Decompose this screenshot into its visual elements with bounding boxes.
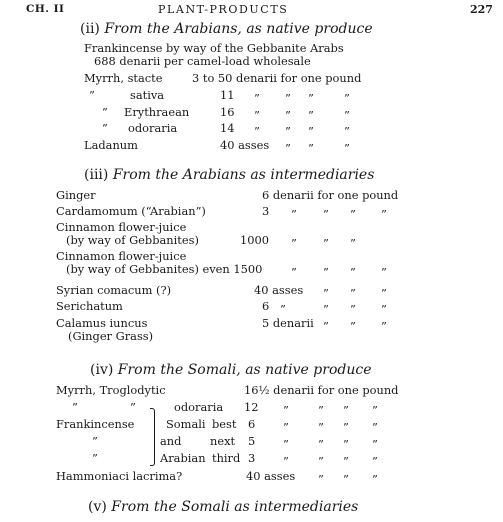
ditto-mark: ” xyxy=(323,302,329,316)
cinnamon-label-2: Cinnamon flower-juice xyxy=(56,249,187,263)
section-heading-iv: (iv) From the Somali, as native produce xyxy=(90,362,372,378)
ditto-mark: ” xyxy=(285,91,291,105)
ditto-mark: ” xyxy=(381,319,387,333)
ditto-mark: ” xyxy=(318,403,324,417)
sativa-label: sativa xyxy=(130,88,165,102)
ditto-mark: ” xyxy=(381,286,387,300)
ditto-mark: ” xyxy=(285,141,291,155)
myrrh-troglodytic-price: 16½ denarii for one pound xyxy=(244,383,399,397)
ditto-mark: ” xyxy=(372,420,378,434)
ditto-mark: ” xyxy=(323,236,329,250)
ditto-mark: ” xyxy=(308,108,314,122)
ditto-mark: ” xyxy=(381,265,387,279)
section-heading-v: (v) From the Somali as intermediaries xyxy=(88,499,359,515)
page-number: 227 xyxy=(470,3,493,16)
hammoniaci-label: Hammoniaci lacrima? xyxy=(56,469,183,483)
ditto-mark: ” xyxy=(283,437,289,451)
third-price: 3 xyxy=(248,451,256,465)
myrrh-stacte-label: Myrrh, stacte xyxy=(84,71,163,85)
calamus-alias: (Ginger Grass) xyxy=(68,329,154,343)
ditto-mark: ” xyxy=(381,207,387,221)
ditto-mark: ” xyxy=(285,108,291,122)
cinnamon-source-2: (by way of Gebbanites) even 1500 xyxy=(66,262,263,276)
ginger-price: 6 denarii for one pound xyxy=(262,188,399,202)
ditto-mark: ” xyxy=(372,472,378,486)
ditto-mark: ” xyxy=(308,141,314,155)
ditto-mark: ” xyxy=(72,400,78,414)
ditto-mark: ” xyxy=(291,236,297,250)
ladanum-price: 40 asses xyxy=(220,138,270,152)
ditto-mark: ” xyxy=(344,91,350,105)
running-title: PLANT-PRODUCTS xyxy=(158,3,289,16)
somali-label: Somali xyxy=(166,417,206,431)
ditto-mark: ” xyxy=(130,400,136,414)
ditto-mark: ” xyxy=(308,124,314,138)
cinnamon-source-1: (by way of Gebbanites) xyxy=(66,233,199,247)
ditto-mark: ” xyxy=(318,420,324,434)
ditto-mark: ” xyxy=(323,207,329,221)
odoraria-price: 14 xyxy=(220,121,235,135)
ditto-mark: ” xyxy=(350,207,356,221)
ditto-mark: ” xyxy=(323,319,329,333)
next-price: 5 xyxy=(248,434,256,448)
ditto-mark: ” xyxy=(350,319,356,333)
hammoniaci-price: 40 asses xyxy=(246,469,296,483)
ditto-mark: ” xyxy=(350,236,356,250)
cinnamon-price-1: 1000 xyxy=(240,233,269,247)
ladanum-label: Ladanum xyxy=(84,138,138,152)
ditto-mark: ” xyxy=(102,105,108,119)
ditto-mark: ” xyxy=(343,403,349,417)
ditto-mark: ” xyxy=(343,420,349,434)
ditto-mark: ” xyxy=(344,108,350,122)
ditto-mark: ” xyxy=(102,121,108,135)
ditto-mark: ” xyxy=(323,286,329,300)
ditto-mark: ” xyxy=(323,265,329,279)
odoraria-2-price: 12 xyxy=(244,400,259,414)
calamus-price: 5 denarii xyxy=(262,316,314,330)
ditto-mark: ” xyxy=(344,141,350,155)
ditto-mark: ” xyxy=(350,286,356,300)
sativa-price: 11 xyxy=(220,88,235,102)
ditto-mark: ” xyxy=(283,420,289,434)
and-label: and xyxy=(160,434,182,448)
frankincense-label: Frankincense xyxy=(56,417,135,431)
syrian-comacum-label: Syrian comacum (?) xyxy=(56,283,172,297)
best-price: 6 xyxy=(248,417,256,431)
ditto-mark: ” xyxy=(381,302,387,316)
ditto-mark: ” xyxy=(350,302,356,316)
frankincense-price: 688 denarii per camel-load wholesale xyxy=(94,54,311,68)
myrrh-troglodytic-label: Myrrh, Troglodytic xyxy=(56,383,166,397)
ditto-mark: ” xyxy=(318,454,324,468)
ditto-mark: ” xyxy=(92,451,98,465)
ditto-mark: ” xyxy=(254,91,260,105)
serichatum-price: 6 xyxy=(262,299,270,313)
ditto-mark: ” xyxy=(254,108,260,122)
chapter-label: CH. II xyxy=(26,3,65,15)
section-heading-ii: (ii) From the Arabians, as native produce xyxy=(80,21,373,37)
odoraria-label: odoraria xyxy=(128,121,178,135)
best-label: best xyxy=(212,417,237,431)
ditto-mark: ” xyxy=(350,265,356,279)
calamus-label: Calamus iuncus xyxy=(56,316,148,330)
myrrh-stacte-price: 3 to 50 denarii for one pound xyxy=(192,71,362,85)
ditto-mark: ” xyxy=(308,91,314,105)
ditto-mark: ” xyxy=(318,437,324,451)
ditto-mark: ” xyxy=(344,124,350,138)
ditto-mark: ” xyxy=(285,124,291,138)
ditto-mark: ” xyxy=(372,454,378,468)
serichatum-label: Serichatum xyxy=(56,299,123,313)
frankincense-brace xyxy=(150,408,155,466)
erythraean-price: 16 xyxy=(220,105,235,119)
ditto-mark: ” xyxy=(291,207,297,221)
ditto-mark: ” xyxy=(283,454,289,468)
ditto-mark: ” xyxy=(343,454,349,468)
cinnamon-label-1: Cinnamon flower-juice xyxy=(56,220,187,234)
section-heading-iii: (iii) From the Arabians as intermediaries xyxy=(84,167,375,183)
ditto-mark: ” xyxy=(92,434,98,448)
ditto-mark: ” xyxy=(343,472,349,486)
cardamomum-label: Cardamomum (“Arabian”) xyxy=(56,204,206,218)
ditto-mark: ” xyxy=(318,472,324,486)
syrian-comacum-price: 40 asses xyxy=(254,283,304,297)
ditto-mark: ” xyxy=(343,437,349,451)
arabian-label: Arabian xyxy=(160,451,206,465)
erythraean-label: Erythraean xyxy=(124,105,190,119)
next-label: next xyxy=(210,434,236,448)
cardamomum-price: 3 xyxy=(262,204,270,218)
ginger-label: Ginger xyxy=(56,188,96,202)
odoraria-2-label: odoraria xyxy=(174,400,224,414)
ditto-mark: ” xyxy=(280,302,286,316)
ditto-mark: ” xyxy=(372,403,378,417)
ditto-mark: ” xyxy=(89,88,95,102)
ditto-mark: ” xyxy=(372,437,378,451)
third-label: third xyxy=(212,451,241,465)
ditto-mark: ” xyxy=(291,265,297,279)
ditto-mark: ” xyxy=(254,124,260,138)
frankincense-line: Frankincense by way of the Gebbanite Arabs xyxy=(84,41,344,55)
ditto-mark: ” xyxy=(283,403,289,417)
